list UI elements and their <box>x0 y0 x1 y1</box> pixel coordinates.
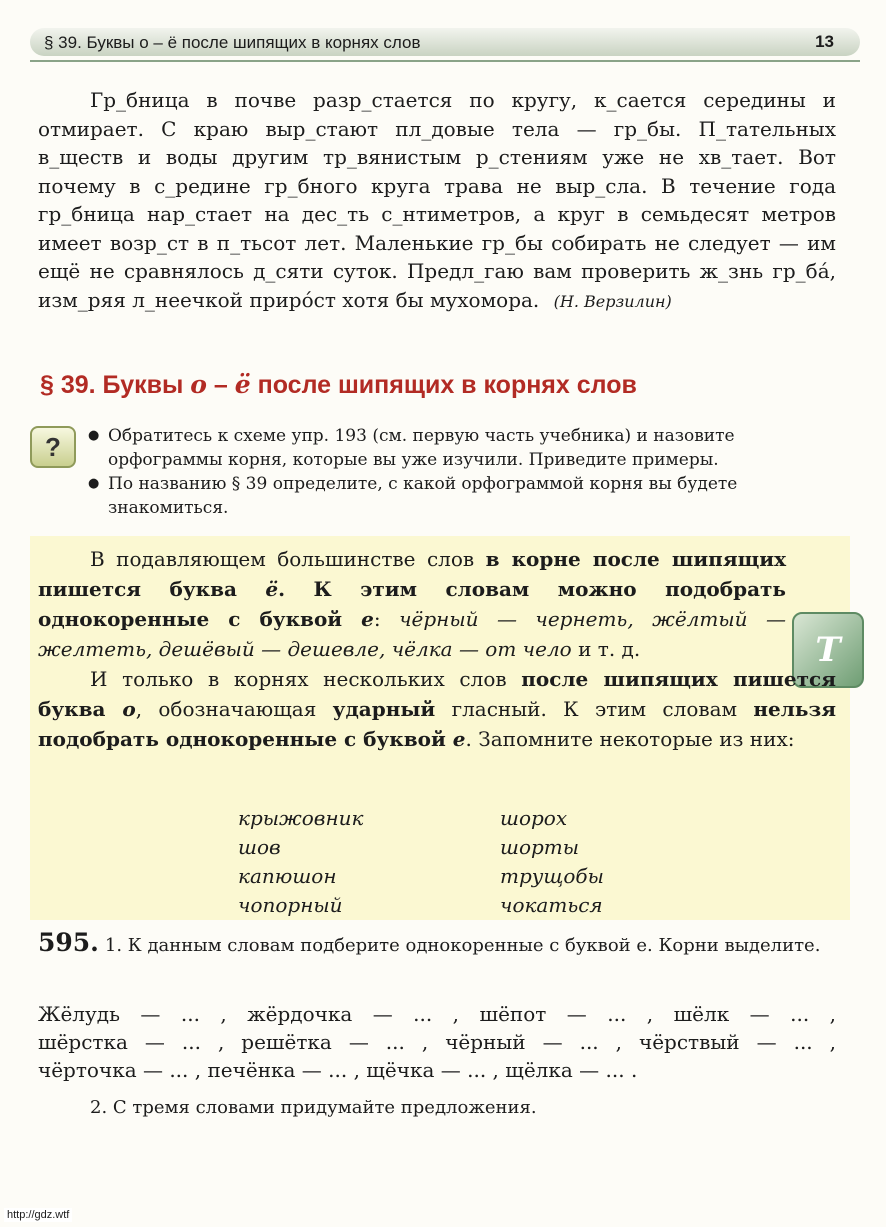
rule-p2-i: . Запомните некоторые из них: <box>465 727 795 751</box>
exercise-line: шёрстка — ... , решётка — ... , чёрный — ... , чёрствый — ... , <box>38 1030 836 1054</box>
rule-p2-e: ударный <box>332 697 436 721</box>
rule-paragraph-1 <box>38 544 836 664</box>
running-header <box>30 28 860 56</box>
rule-p1-d: . К этим словам можно подобрать однокоренные с буквой <box>38 577 786 631</box>
rule-p1-e: е <box>361 607 374 631</box>
word-item: чопорный <box>238 893 343 917</box>
section-title-suffix: после шипящих в корнях слов <box>250 371 637 399</box>
passage <box>38 86 836 316</box>
exercise-task-2: 2. С тремя словами придумайте предложения. <box>90 1097 537 1118</box>
exercise-word-list <box>38 1000 836 1084</box>
section-title-prefix: § 39. Буквы <box>40 371 191 399</box>
rule-text <box>38 544 836 754</box>
rule-paragraph-2 <box>38 664 836 754</box>
rule-p2-a: И только в корнях нескольких слов <box>90 667 522 691</box>
word-item: трущобы <box>500 864 604 888</box>
page-number: 13 <box>815 32 834 51</box>
question-icon: ? <box>30 426 76 468</box>
question-item: ● По названию § 39 определите, с какой орфограммой корня вы будете знакомиться. <box>88 472 840 520</box>
rule-p1-f: : <box>373 607 400 631</box>
section-letter-o: о <box>190 370 207 399</box>
rule-p2-h: е <box>452 727 466 751</box>
rule-p1-examples: чёрный — чернеть, жёлтый — желтеть, дешёвый — дешевле, чёлка — от чело <box>38 607 786 661</box>
section-title <box>40 370 840 400</box>
word-item: крыжовник <box>238 806 364 830</box>
word-item: чокаться <box>500 893 603 917</box>
passage-text: Гр_бница в почве разр_стается по кругу, к_сается середины и отмирает. С краю выр_стают пл_довые тела — гр_бы. П_тательных в_ществ и воды другим тр_вянистым р_стениям уже не хв_тает. Вот почему в с_редине гр_бного круга трава не выр_сла. В течение года гр_бница нар_стает на дес_ть с_нтиметров, а круг в семьдесят метров имеет возр_ст в п_тьсот лет. Маленькие гр_бы собирать не следует — им ещё не сравнялось д_сяти суток. Предл_гаю вам проверить ж_знь гр_бá, изм_ряя л_неечкой прирóст хотя бы мухомора. <box>38 88 836 312</box>
exercise-line: Жёлудь — ... , жёрдочка — ... , шёпот — ... , шёлк — ... , <box>38 1002 836 1026</box>
rule-p2-f: гласный. К этим словам <box>435 697 754 721</box>
question-item: ● Обратитесь к схеме упр. 193 (см. первую часть учебника) и назовите орфограммы корня, которые вы уже изучили. Приведите примеры. <box>88 424 840 472</box>
site-watermark: http://gdz.wtf <box>4 1208 72 1222</box>
section-dash: – <box>206 371 235 399</box>
questions-list <box>88 424 840 520</box>
rule-p2-d: , обозначающая <box>135 697 333 721</box>
header-divider <box>30 60 860 62</box>
word-item: шов <box>238 835 281 859</box>
exercise-task-1: 1. К данным словам подберите однокоренные с буквой е. Корни выделите. <box>104 935 821 956</box>
passage-source: (Н. Верзилин) <box>553 291 672 311</box>
rule-p1-end: и т. д. <box>571 637 641 661</box>
rule-p1-a: В подавляющем большинстве слов <box>90 547 486 571</box>
rule-p2-b: после шипящих пишется буква <box>38 667 836 721</box>
word-column-left <box>238 804 363 920</box>
word-column-right <box>500 804 604 920</box>
word-item: шорты <box>500 835 580 859</box>
exercise-number: 595. <box>38 928 99 957</box>
section-letter-yo: ё <box>234 370 251 399</box>
rule-p1-b: в корне после шипящих пишется буква <box>38 547 786 601</box>
rule-p2-c: о <box>122 697 136 721</box>
exercise-595 <box>38 930 836 959</box>
exercise-line: чёрточка — ... , печёнка — ... , щёчка — ... , щёлка — ... . <box>38 1058 638 1082</box>
word-item: капюшон <box>238 864 337 888</box>
rule-p1-c: ё <box>265 577 279 601</box>
header-title: § 39. Буквы о – ё после шипящих в корнях слов <box>44 33 421 52</box>
word-item: шорох <box>500 806 568 830</box>
theory-icon: Т <box>792 612 864 688</box>
rule-p2-g: нельзя подобрать однокоренные с буквой <box>38 697 836 751</box>
